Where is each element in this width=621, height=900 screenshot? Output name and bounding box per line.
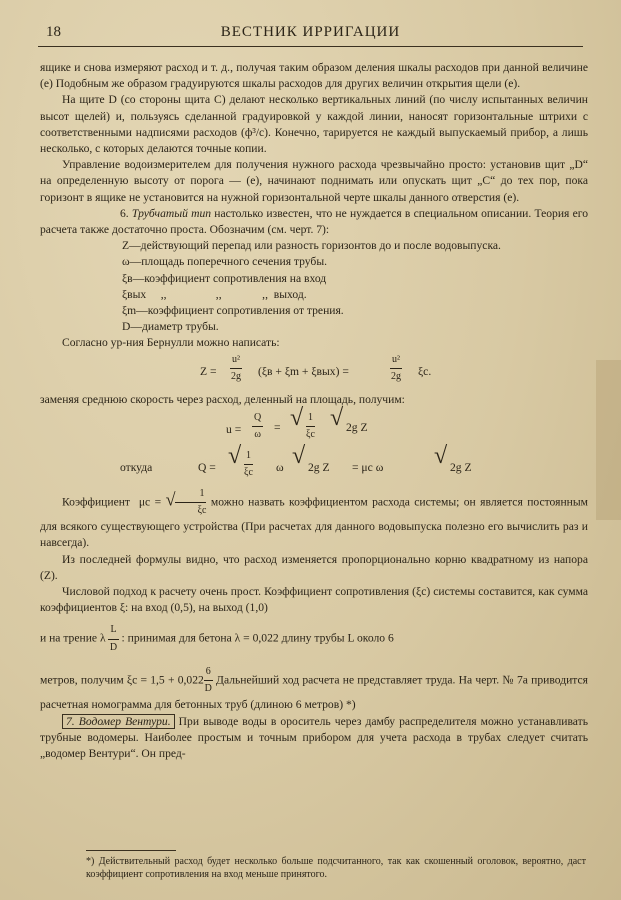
friction-paragraph: [40, 622, 588, 655]
radical-sign: √: [292, 442, 306, 469]
paragraph-text: можно назвать коэффициентом расхода системы; он является постоянным для всякого существующего устройства (При расчетах для данного водовыпуска полезно его вычислить раз и навсегда).: [40, 495, 588, 550]
bernoulli-equation: [40, 352, 588, 392]
eq-text: 2g Z: [308, 460, 330, 474]
discharge-equation: [40, 442, 588, 486]
eq-text: Q =: [198, 460, 216, 474]
eq-text: (ξв + ξm + ξвых) =: [258, 364, 349, 378]
numerator: L: [108, 622, 118, 639]
fraction: [204, 664, 213, 697]
radical-sign: √: [228, 442, 242, 469]
eq-text: μc: [138, 495, 151, 509]
denominator: ξc: [197, 505, 207, 517]
paragraph-text: При выводе воды в ороситель через дамбу распределителя можно устанавливать трубные водомеры. Наиболее простым и точным прибором для учета расхода в трубах следует считать „водомер Вентури“. Он пред-: [40, 714, 588, 760]
section-title: 7. Водомер Вентури.: [62, 714, 175, 729]
section-number: 6.: [120, 206, 129, 220]
denominator: ξc: [306, 429, 315, 441]
paragraph: Из последней формулы видно, что расход изменяется пропорционально корню квадратному из напора (Z).: [40, 552, 588, 582]
paragraph-text: Коэффициент: [62, 495, 130, 509]
numerator: Q: [252, 410, 263, 427]
definition-item: ξв—коэффициент сопротивления на вход: [122, 271, 327, 285]
paragraph: На щите D (со стороны щита С) делают несколько вертикальных линий (по числу испытанных величин высот щелей) и, пользуясь сделанной градуировкой у каждой линии, наносят горизонтальные штрихи с соответственными надписями расходов (ф³/с). Конечно, тарируется не каждый выпускаемый прибор, а лишь несколько, с которых делаются точные копии.: [40, 93, 588, 156]
result-paragraph: [40, 664, 588, 714]
denominator: D: [109, 641, 118, 653]
fraction: [390, 352, 402, 385]
eq-text: = μc ω: [352, 460, 384, 474]
fraction: [252, 410, 263, 443]
numerator: u²: [390, 352, 402, 369]
paragraph-text: Дальнейший ход расчета не представляет труда. На черт. № 7а приводится расчетная номограмма для бетонных труб (длиною 6 метров) *): [40, 673, 588, 712]
eq-text: откуда: [120, 460, 153, 474]
symbol-definitions: [122, 238, 588, 335]
numerator: 1: [175, 486, 206, 503]
denominator: ξc: [244, 467, 253, 479]
definition-item: D—диаметр трубы.: [122, 320, 219, 334]
radical-sign: √: [330, 404, 344, 431]
definition-item: ξm—коэффициент сопротивления от трения.: [122, 304, 344, 318]
denominator: ω: [254, 429, 261, 441]
eq-text: ξc.: [418, 364, 432, 378]
paragraph: Управление водоизмерителем для получения нужного расхода чрезвычайно просто: установив щит „D“ на определенную высоту от порога — (е), начинают поднимать или опускать щит „С“ до тех пор, пока горизонт в ящике не установится на нужной горизонтальной черте шкалы данного отверстия (е).: [40, 158, 588, 204]
denominator: 2g: [231, 370, 241, 382]
eq-text: 2g Z: [450, 460, 472, 474]
radical-sign: √: [165, 489, 176, 510]
eq-text: Z =: [200, 364, 217, 378]
footnote: *) Действительный расход будет несколько больше подсчитанного, так как скошенный оголовок, вероятно, даст коэффициент сопротивления на вход меньше принятого.: [86, 856, 586, 880]
numerator: 1: [244, 448, 253, 465]
coefficient-paragraph: Коэффициент μc = √ $\frac{1}{\xi c}$ можно назвать коэффициентом расхода системы; он является постоянным для всякого существующего устройства (При расчетах для данного водовыпуска полезно его вычислить раз и навсегда).: [40, 487, 588, 550]
velocity-equation: [40, 404, 588, 448]
running-header: [38, 24, 583, 47]
page-number: 18: [46, 24, 61, 40]
paragraph: Числовой подход к расчету очень прост. Коэффициент сопротивления (ξc) системы составится, как сумма коэффициентов ξ: на вход (0,5), на выход (1,0): [40, 585, 588, 615]
fraction: [230, 352, 242, 385]
numerator: u²: [230, 352, 242, 369]
paragraph: заменяя среднюю скорость через расход, деленный на площадь, получим:: [40, 392, 405, 406]
radical-sign: √: [434, 442, 448, 469]
fraction: [108, 622, 118, 655]
section-title: Трубчатый тип: [131, 206, 212, 220]
numerator: 1: [306, 410, 315, 427]
denominator: D: [204, 683, 212, 695]
section-7-paragraph: [40, 714, 588, 763]
paragraph-text: : принимая для бетона λ = 0,022 длину трубы L около 6: [121, 631, 394, 645]
paragraph-text: настолько известен, что не нуждается в специальном описании. Теория его расчета также достаточно проста. Обозначим (см. черт. 7):: [40, 206, 588, 237]
journal-title: ВЕСТНИК ИРРИГАЦИИ: [220, 24, 401, 40]
fraction: [175, 486, 206, 519]
eq-text: ω: [276, 460, 284, 474]
eq-text: u =: [226, 422, 242, 436]
definition-item: ξвых ,, ,, ,, выход.: [122, 287, 307, 301]
article-body: [40, 60, 588, 762]
paragraph: Согласно ур-ния Бернулли можно написать:: [62, 336, 280, 350]
paragraph: ящике и снова измеряют расход и т. д., получая таким образом деления шкалы расходов при данной величине (е) Подобным же образом градуируются шкалы расходов для других величин открытия щели (е).: [40, 61, 588, 91]
footnote-rule: [86, 850, 176, 851]
definition-item: ω—площадь поперечного сечения трубы.: [122, 255, 328, 269]
section-6-paragraph: [40, 206, 588, 238]
eq-text: =: [274, 420, 281, 434]
numerator: 6: [204, 664, 213, 681]
paragraph-text: метров, получим ξc = 1,5 + 0,022: [40, 673, 204, 687]
paragraph-text: и на трение λ: [40, 631, 106, 645]
page-stain: [596, 360, 621, 520]
radical-sign: √: [290, 404, 304, 431]
denominator: 2g: [391, 370, 401, 382]
fraction: [306, 410, 315, 443]
fraction: [244, 448, 253, 481]
eq-text: 2g Z: [346, 420, 368, 434]
definition-item: Z—действующий перепад или разность горизонтов до и после водовыпуска.: [122, 239, 501, 253]
